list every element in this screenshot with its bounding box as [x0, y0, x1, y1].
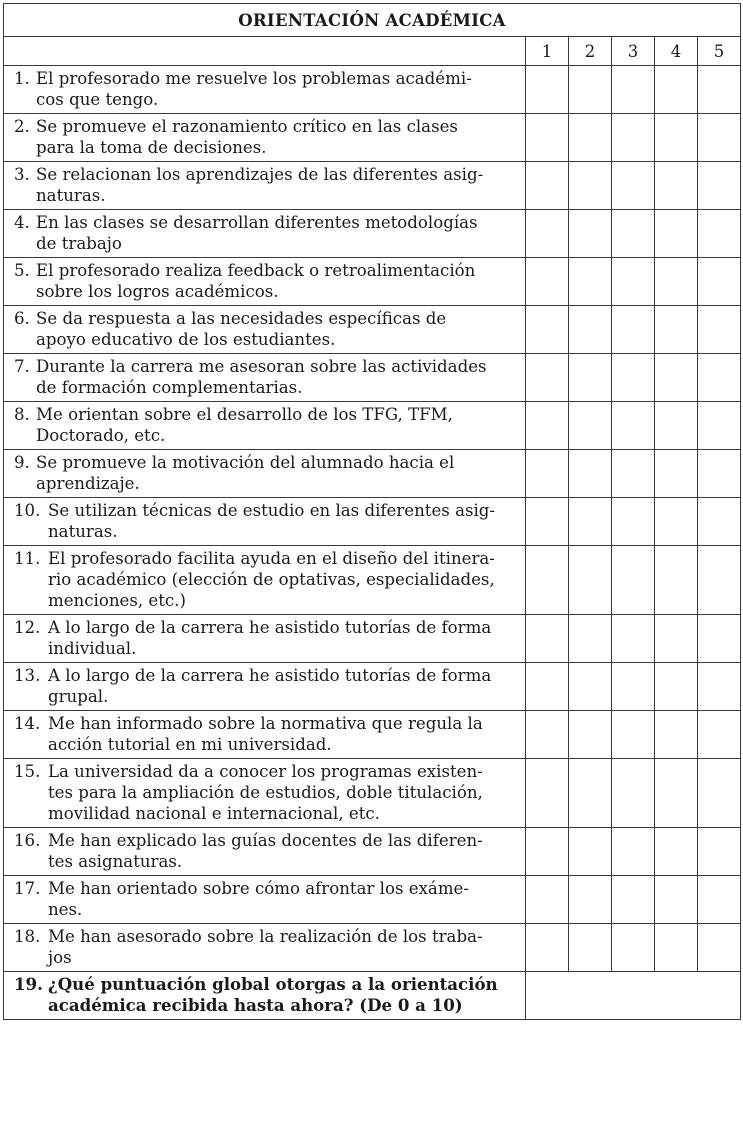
scale-label: 1 [526, 37, 569, 66]
rating-cell-4[interactable] [655, 615, 698, 663]
rating-cell-3[interactable] [612, 66, 655, 114]
rating-cell-2[interactable] [569, 711, 612, 759]
question-line: Se promueve la motivación del alumnado hacia el [36, 453, 455, 472]
rating-cell-4[interactable] [655, 306, 698, 354]
question-text [36, 452, 515, 494]
rating-cell-4[interactable] [655, 114, 698, 162]
question-text [48, 713, 515, 755]
question-cell [4, 876, 526, 924]
question-line: movilidad nacional e internacional, etc. [48, 804, 380, 823]
rating-cell-3[interactable] [612, 876, 655, 924]
rating-cell-1[interactable] [526, 498, 569, 546]
question-line: Se utilizan técnicas de estudio en las diferentes asig- [48, 501, 496, 520]
rating-cell-4[interactable] [655, 711, 698, 759]
rating-cell-5[interactable] [698, 828, 741, 876]
rating-cell-5[interactable] [698, 615, 741, 663]
rating-cell-3[interactable] [612, 615, 655, 663]
rating-cell-4[interactable] [655, 924, 698, 972]
question-line: Durante la carrera me asesoran sobre las actividades [36, 357, 487, 376]
question-line: Se promueve el razonamiento crítico en las clases [36, 117, 458, 136]
question-number: 18. [14, 927, 41, 946]
rating-cell-5[interactable] [698, 450, 741, 498]
question-line: ¿Qué puntuación global otorgas a la orientación [48, 974, 498, 994]
scale-label: 3 [612, 37, 655, 66]
question-number: 4. [14, 213, 30, 232]
question-cell [4, 924, 526, 972]
question-line: naturas. [48, 522, 118, 541]
question-row [4, 450, 741, 498]
rating-cell-3[interactable] [612, 828, 655, 876]
question-row [4, 114, 741, 162]
question-cell [4, 450, 526, 498]
question-number: 3. [14, 165, 30, 184]
rating-cell-1[interactable] [526, 306, 569, 354]
rating-cell-1[interactable] [526, 546, 569, 615]
question-line: jos [48, 948, 72, 967]
question-number: 14. [14, 714, 41, 733]
rating-cell-4[interactable] [655, 876, 698, 924]
question-row [4, 66, 741, 114]
question-text [36, 404, 515, 446]
question-text [48, 665, 515, 707]
question-text [36, 68, 515, 110]
rating-cell-3[interactable] [612, 306, 655, 354]
question-number: 6. [14, 309, 30, 328]
question-text [48, 548, 515, 611]
question-row [4, 402, 741, 450]
question-line: tes asignaturas. [48, 852, 183, 871]
rating-cell-2[interactable] [569, 354, 612, 402]
rating-cell-1[interactable] [526, 828, 569, 876]
rating-cell-1[interactable] [526, 354, 569, 402]
question-cell [4, 498, 526, 546]
question-cell [4, 210, 526, 258]
rating-cell-4[interactable] [655, 162, 698, 210]
question-row [4, 876, 741, 924]
rating-cell-1[interactable] [526, 924, 569, 972]
rating-cell-4[interactable] [655, 498, 698, 546]
rating-cell-2[interactable] [569, 258, 612, 306]
question-text [48, 761, 515, 824]
question-row [4, 663, 741, 711]
rating-cell-2[interactable] [569, 66, 612, 114]
question-row [4, 711, 741, 759]
question-line: apoyo educativo de los estudiantes. [36, 330, 336, 349]
question-number: 13. [14, 666, 41, 685]
rating-cell-2[interactable] [569, 210, 612, 258]
scale-label: 4 [655, 37, 698, 66]
rating-cell-5[interactable] [698, 876, 741, 924]
question-cell [4, 258, 526, 306]
question-row [4, 924, 741, 972]
question-cell [4, 663, 526, 711]
question-cell [4, 66, 526, 114]
question-cell [4, 114, 526, 162]
rating-cell-3[interactable] [612, 402, 655, 450]
rating-cell-4[interactable] [655, 546, 698, 615]
rating-cell-4[interactable] [655, 354, 698, 402]
rating-cell-2[interactable] [569, 759, 612, 828]
rating-cell-5[interactable] [698, 711, 741, 759]
question-cell [4, 162, 526, 210]
question-cell [4, 546, 526, 615]
question-text [36, 356, 515, 398]
scale-label: 2 [569, 37, 612, 66]
rating-cell-3[interactable] [612, 924, 655, 972]
rating-cell-1[interactable] [526, 66, 569, 114]
rating-cell-3[interactable] [612, 759, 655, 828]
rating-cell-3[interactable] [612, 711, 655, 759]
question-text [48, 974, 515, 1016]
question-line: Se da respuesta a las necesidades específicas de [36, 309, 447, 328]
rating-cell-3[interactable] [612, 258, 655, 306]
question-line: académica recibida hasta ahora? (De 0 a 10) [48, 995, 463, 1015]
rating-cell-1[interactable] [526, 759, 569, 828]
question-row [4, 615, 741, 663]
rating-cell-1[interactable] [526, 210, 569, 258]
rating-cell-1[interactable] [526, 402, 569, 450]
rating-cell-2[interactable] [569, 546, 612, 615]
rating-cell-4[interactable] [655, 828, 698, 876]
rating-cell-5[interactable] [698, 210, 741, 258]
question-cell [4, 711, 526, 759]
rating-cell-2[interactable] [569, 828, 612, 876]
question-cell [4, 615, 526, 663]
rating-cell-1[interactable] [526, 876, 569, 924]
rating-cell-2[interactable] [569, 924, 612, 972]
rating-cell-4[interactable] [655, 402, 698, 450]
rating-cell-2[interactable] [569, 162, 612, 210]
question-line: para la toma de decisiones. [36, 138, 267, 157]
question-cell [4, 306, 526, 354]
section-title: ORIENTACIÓN ACADÉMICA [4, 4, 741, 37]
question-cell [4, 402, 526, 450]
rating-cell-2[interactable] [569, 876, 612, 924]
question-text [36, 260, 515, 302]
rating-cell-5[interactable] [698, 258, 741, 306]
question-number: 11. [14, 549, 41, 568]
rating-cell-1[interactable] [526, 615, 569, 663]
question-line: individual. [48, 639, 137, 658]
question-number: 9. [14, 453, 30, 472]
question-line: Doctorado, etc. [36, 426, 166, 445]
question-number: 12. [14, 618, 41, 637]
question-line: A lo largo de la carrera he asistido tutorías de forma [48, 618, 492, 637]
question-line: La universidad da a conocer los programas existen- [48, 762, 483, 781]
rating-cell-5[interactable] [698, 66, 741, 114]
question-text [48, 878, 515, 920]
rating-cell-5[interactable] [698, 546, 741, 615]
rating-cell-5[interactable] [698, 306, 741, 354]
question-number: 8. [14, 405, 30, 424]
question-line: Se relacionan los aprendizajes de las diferentes asig- [36, 165, 484, 184]
global-score-input-cell[interactable] [526, 972, 741, 1020]
rating-cell-5[interactable] [698, 924, 741, 972]
rating-cell-2[interactable] [569, 663, 612, 711]
question-row [4, 498, 741, 546]
rating-cell-4[interactable] [655, 759, 698, 828]
rating-cell-2[interactable] [569, 615, 612, 663]
question-cell [4, 759, 526, 828]
question-row [4, 210, 741, 258]
rating-cell-5[interactable] [698, 759, 741, 828]
scale-header-blank [4, 37, 526, 66]
rating-cell-3[interactable] [612, 663, 655, 711]
question-line: grupal. [48, 687, 109, 706]
question-number: 17. [14, 879, 41, 898]
rating-cell-4[interactable] [655, 210, 698, 258]
question-number: 19. [14, 974, 43, 994]
survey-table [3, 3, 741, 1020]
question-line: El profesorado realiza feedback o retroalimentación [36, 261, 476, 280]
rating-cell-3[interactable] [612, 210, 655, 258]
question-cell [4, 828, 526, 876]
rating-cell-1[interactable] [526, 258, 569, 306]
question-line: nes. [48, 900, 83, 919]
question-text [36, 116, 515, 158]
question-text [48, 617, 515, 659]
rating-cell-2[interactable] [569, 402, 612, 450]
question-line: menciones, etc.) [48, 591, 186, 610]
question-line: A lo largo de la carrera he asistido tutorías de forma [48, 666, 492, 685]
question-line: El profesorado me resuelve los problemas académi- [36, 69, 472, 88]
question-row [4, 306, 741, 354]
rating-cell-3[interactable] [612, 498, 655, 546]
question-row [4, 258, 741, 306]
question-text [36, 164, 515, 206]
question-line: cos que tengo. [36, 90, 159, 109]
rating-cell-1[interactable] [526, 663, 569, 711]
rating-cell-3[interactable] [612, 546, 655, 615]
question-text [36, 212, 515, 254]
question-number: 5. [14, 261, 30, 280]
question-line: de trabajo [36, 234, 122, 253]
rating-cell-3[interactable] [612, 450, 655, 498]
rating-cell-5[interactable] [698, 663, 741, 711]
question-number: 16. [14, 831, 41, 850]
rating-cell-1[interactable] [526, 450, 569, 498]
question-line: En las clases se desarrollan diferentes metodologías [36, 213, 478, 232]
question-number: 15. [14, 762, 41, 781]
rating-cell-1[interactable] [526, 162, 569, 210]
question-line: tes para la ampliación de estudios, doble titulación, [48, 783, 483, 802]
global-score-row [4, 972, 741, 1020]
rating-cell-2[interactable] [569, 450, 612, 498]
rating-cell-1[interactable] [526, 114, 569, 162]
question-row [4, 828, 741, 876]
rating-cell-4[interactable] [655, 66, 698, 114]
question-line: sobre los logros académicos. [36, 282, 279, 301]
question-line: rio académico (elección de optativas, especialidades, [48, 570, 495, 589]
rating-cell-5[interactable] [698, 498, 741, 546]
question-number: 7. [14, 357, 30, 376]
question-line: Me han orientado sobre cómo afrontar los exáme- [48, 879, 469, 898]
question-row [4, 759, 741, 828]
question-line: de formación complementarias. [36, 378, 303, 397]
rating-cell-3[interactable] [612, 114, 655, 162]
question-text [48, 830, 515, 872]
rating-cell-2[interactable] [569, 114, 612, 162]
question-text [36, 308, 515, 350]
scale-label: 5 [698, 37, 741, 66]
rating-cell-5[interactable] [698, 162, 741, 210]
rating-cell-4[interactable] [655, 450, 698, 498]
question-line: Me han informado sobre la normativa que regula la [48, 714, 483, 733]
question-line: aprendizaje. [36, 474, 140, 493]
question-line: acción tutorial en mi universidad. [48, 735, 332, 754]
question-number: 1. [14, 69, 30, 88]
question-cell [4, 354, 526, 402]
question-line: Me han asesorado sobre la realización de los traba- [48, 927, 483, 946]
question-row [4, 162, 741, 210]
question-line: Me orientan sobre el desarrollo de los TFG, TFM, [36, 405, 453, 424]
question-line: Me han explicado las guías docentes de las diferen- [48, 831, 483, 850]
question-number: 2. [14, 117, 30, 136]
question-text [48, 926, 515, 968]
rating-cell-5[interactable] [698, 354, 741, 402]
question-number: 10. [14, 501, 41, 520]
rating-cell-3[interactable] [612, 354, 655, 402]
scale-header-row [4, 37, 741, 66]
question-text [48, 500, 515, 542]
rating-cell-1[interactable] [526, 711, 569, 759]
question-line: El profesorado facilita ayuda en el diseño del itinera- [48, 549, 495, 568]
question-row [4, 354, 741, 402]
rating-cell-2[interactable] [569, 306, 612, 354]
question-row [4, 546, 741, 615]
rating-cell-5[interactable] [698, 402, 741, 450]
global-score-question [4, 972, 526, 1020]
rating-cell-2[interactable] [569, 498, 612, 546]
rating-cell-3[interactable] [612, 162, 655, 210]
rating-cell-4[interactable] [655, 258, 698, 306]
rating-cell-4[interactable] [655, 663, 698, 711]
question-line: naturas. [36, 186, 106, 205]
rating-cell-5[interactable] [698, 114, 741, 162]
